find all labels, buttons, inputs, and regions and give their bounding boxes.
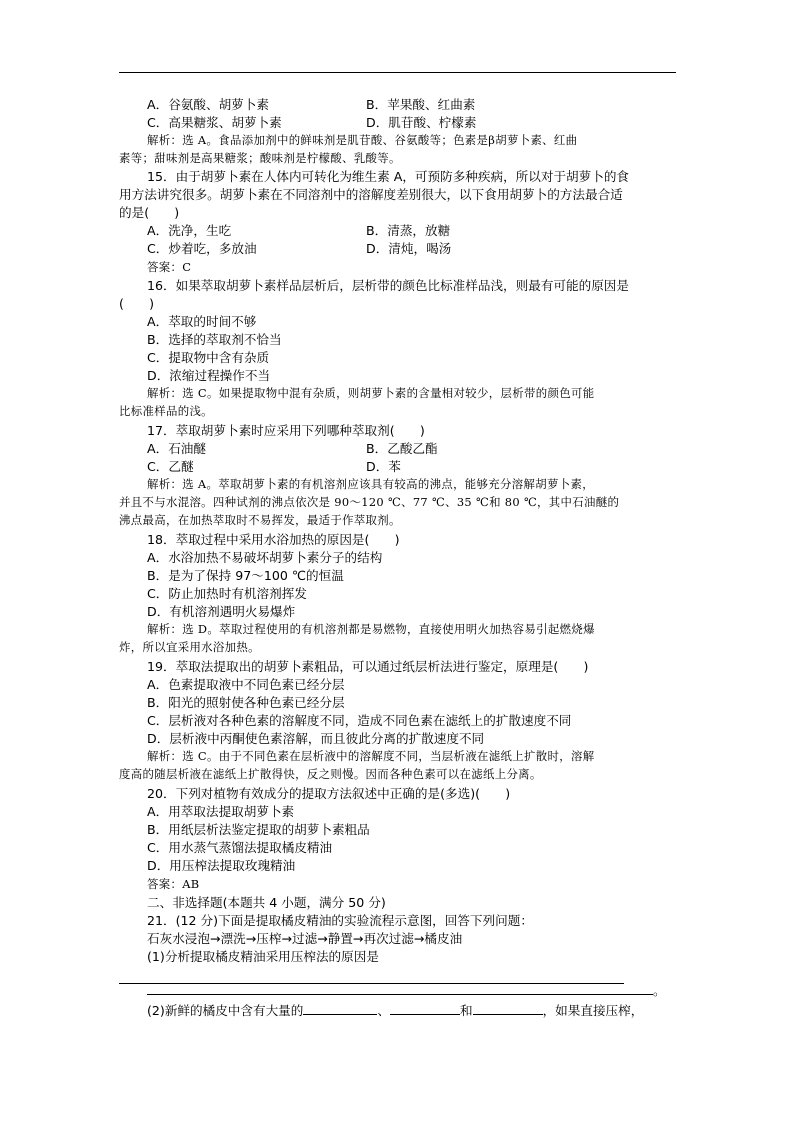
q20-option-b: B．用纸层析法鉴定提取的胡萝卜素粗品 [147,822,370,837]
q17-stem: 17．萃取胡萝卜素时应采用下列哪种萃取剂( ) [147,423,425,438]
q19-option-d: D．层析液中丙酮使色素溶解，而且彼此分离的扩散速度不同 [147,731,485,746]
q19-stem: 19．萃取法提取出的胡萝卜素粗品，可以通过纸层析法进行鉴定，原理是( ) [147,659,589,674]
q19-explanation-line1: 解析：选 C。由于不同色素在层析液中的溶解度不同，当层析液在滤纸上扩散时，溶解 [147,749,595,763]
q19-option-c: C．层析液对各种色素的溶解度不同，造成不同色素在滤纸上的扩散速度不同 [147,713,572,728]
q18-explanation-line2: 炸，所以宜采用水浴加热。 [119,640,260,654]
q14-explanation-line2: 素等；甜味剂是高果糖浆；酸味剂是柠檬酸、乳酸等。 [119,151,401,165]
q18-stem: 18．萃取过程中采用水浴加热的原因是( ) [147,532,400,547]
q15-answer: 答案：C [147,260,192,274]
q15-stem-line1: 15．由于胡萝卜素在人体内可转化为维生素 A，可预防多种疾病，所以对于胡萝卜的食 [147,169,630,184]
q21-blank-2 [390,1001,460,1015]
q17-option-b: B．乙酸乙酯 [366,441,438,456]
q15-option-d: D．清炖，喝汤 [366,241,452,256]
q14-option-b: B．苹果酸、红曲素 [366,97,476,112]
q15-option-c: C．炒着吃，多放油 [147,241,257,256]
q21-separator-1: 、 [377,1003,390,1018]
q21-separator-2: 和 [459,1003,473,1018]
q17-option-d: D．苯 [366,459,401,474]
q14-option-c: C．高果糖浆、胡萝卜素 [147,115,282,130]
q21-stem: 21．(12 分)下面是提取橘皮精油的实验流程示意图，回答下列问题： [147,913,533,928]
q15-stem-line2: 用方法讲究很多。胡萝卜素在不同溶剂中的溶解度差别很大，以下食用胡萝卜的方法最合适 [119,187,623,202]
q19-option-b: B．阳光的照射使各种色素已经分层 [147,695,345,710]
q16-option-b: B．选择的萃取剂不恰当 [147,332,282,347]
q21-blank-3 [473,1001,543,1015]
q21-part1-period: 。 [653,983,666,998]
q14-option-d: D．肌苷酸、柠檬素 [366,115,477,130]
q18-option-b: B．是为了保持 97～100 ℃的恒温 [147,568,344,583]
section-heading: 二、非选择题(本题共 4 小题，满分 50 分) [147,895,386,910]
q14-explanation-line1: 解析：选 A。食品添加剂中的鲜味剂是肌苷酸、谷氨酸等；色素是β胡萝卜素、红曲 [147,133,578,147]
q17-explanation-line2: 并且不与水混溶。四种试剂的沸点依次是 90～120 ℃、77 ℃、35 ℃和 80 ℃，其中石油醚的 [119,495,620,509]
q21-blank-1 [303,1001,377,1015]
q21-part1-prompt: (1)分析提取橘皮精油采用压榨法的原因是 [147,949,379,964]
q20-stem: 20．下列对植物有效成分的提取方法叙述中正确的是(多选)( ) [147,786,511,801]
q21-flow-diagram: 石灰水浸泡→漂洗→压榨→过滤→静置→再次过滤→橘皮油 [147,931,463,946]
q16-stem-line2: ( ) [119,296,155,311]
q16-explanation-line2: 比标准样品的浅。 [119,404,213,418]
q16-stem-line1: 16．如果萃取胡萝卜素样品层析后，层析带的颜色比标准样品浅，则最有可能的原因是 [147,278,629,293]
q21-part2-suffix: ，如果直接压榨， [542,1003,644,1018]
q19-explanation-line2: 度高的随层析液在滤纸上扩散得快，反之则慢。因而各种色素可以在滤纸上分离。 [119,767,542,781]
q19-option-a: A．色素提取液中不同色素已经分层 [147,677,345,692]
q21-part2-line [147,1001,643,1019]
q16-option-d: D．浓缩过程操作不当 [147,368,271,383]
q21-part2-prompt: (2)新鲜的橘皮中含有大量的 [147,1003,304,1018]
q17-option-c: C．乙醚 [147,459,194,474]
q20-answer: 答案：AB [147,877,200,891]
q15-option-b: B．清蒸，放糖 [366,223,451,238]
q20-option-d: D．用压榨法提取玫瑰精油 [147,858,296,873]
q16-option-c: C．提取物中含有杂质 [147,350,270,365]
q18-option-a: A．水浴加热不易破坏胡萝卜素分子的结构 [147,550,383,565]
q20-option-a: A．用萃取法提取胡萝卜素 [147,804,295,819]
q16-option-a: A．萃取的时间不够 [147,314,257,329]
q17-explanation-line3: 沸点最高，在加热萃取时不易挥发，最适于作萃取剂。 [119,513,401,527]
q18-explanation-line1: 解析：选 D。萃取过程使用的有机溶剂都是易燃物，直接使用明火加热容易引起燃烧爆 [147,622,595,636]
q16-explanation-line1: 解析：选 C。如果提取物中混有杂质，则胡萝卜素的含量相对较少，层析带的颜色可能 [147,386,595,400]
q18-option-d: D．有机溶剂遇明火易爆炸 [147,604,296,619]
q21-part1-answer-line2 [147,994,653,995]
q15-stem-line3: 的是( ) [119,205,180,220]
q15-option-a: A．洗净，生吃 [147,223,232,238]
q14-option-a: A．谷氨酸、胡萝卜素 [147,97,269,112]
q17-option-a: A．石油醚 [147,441,206,456]
q18-option-c: C．防止加热时有机溶剂挥发 [147,586,307,601]
q17-explanation-line1: 解析：选 A。萃取胡萝卜素的有机溶剂应该具有较高的沸点，能够充分溶解胡萝卜素， [147,477,594,491]
q21-part1-answer-line1 [119,983,624,984]
q20-option-c: C．用水蒸气蒸馏法提取橘皮精油 [147,840,333,855]
